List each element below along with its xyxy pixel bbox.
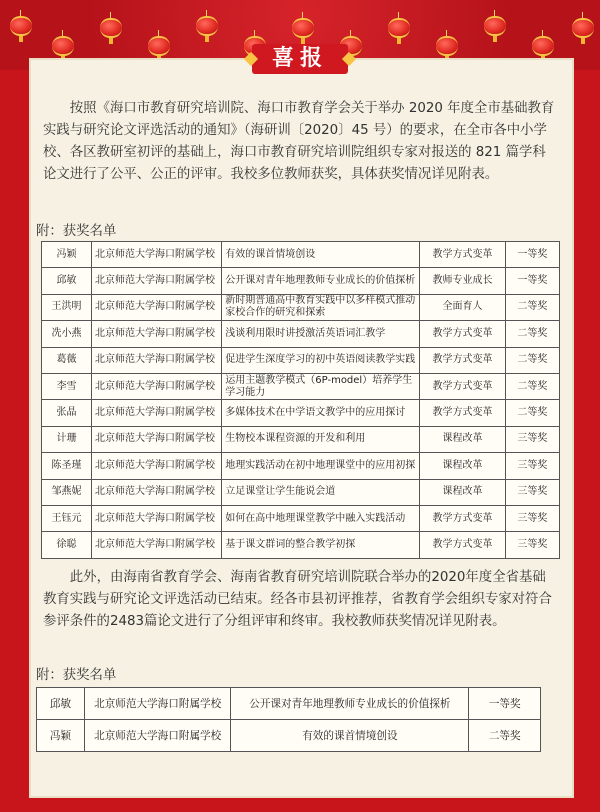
- table-cell: 北京师范大学海口附属学校: [92, 268, 222, 294]
- table-row: [42, 242, 560, 268]
- table-cell: 邱敏: [37, 688, 85, 720]
- table-row: [42, 532, 560, 558]
- table-cell: 教学方式变革: [420, 242, 505, 268]
- table-cell: 二等奖: [505, 294, 559, 320]
- table-row: [37, 720, 541, 752]
- table-cell: 三等奖: [505, 426, 559, 452]
- table-cell: 三等奖: [505, 505, 559, 531]
- table-cell: 如何在高中地理课堂教学中融入实践活动: [222, 505, 420, 531]
- table-row: [42, 505, 560, 531]
- table-cell: 北京师范大学海口附属学校: [92, 505, 222, 531]
- table-cell: 李雪: [42, 373, 92, 399]
- table-cell: 北京师范大学海口附属学校: [92, 400, 222, 426]
- table-cell: 立足课堂让学生能说会道: [222, 479, 420, 505]
- table-row: [42, 347, 560, 373]
- table-cell: 一等奖: [469, 688, 541, 720]
- table-row: [37, 688, 541, 720]
- table-cell: 王钰元: [42, 505, 92, 531]
- table-cell: 北京师范大学海口附属学校: [92, 479, 222, 505]
- table-cell: 有效的课首情境创设: [231, 720, 469, 752]
- provincial-paragraph: 此外，由海南省教育学会、海南省教育研究培训院联合举办的2020年度全省基础教育实践与研究论文评选活动已结束。经各市县初评推荐，省教育学会组织专家对符合参评条件的2483篇论文进行了分组评审和终审。我校教师获奖情况详见附表。: [43, 570, 552, 629]
- table-cell: 公开课对青年地理教师专业成长的价值探析: [222, 268, 420, 294]
- table-cell: 北京师范大学海口附属学校: [85, 688, 231, 720]
- table-cell: 葛薇: [42, 347, 92, 373]
- lantern-icon: [572, 18, 594, 44]
- table-cell: 生物校本课程资源的开发和利用: [222, 426, 420, 452]
- table-cell: 课程改革: [420, 426, 505, 452]
- red-frame-bottom: [0, 798, 600, 812]
- table-row: [42, 400, 560, 426]
- table-cell: 地理实践活动在初中地理课堂中的应用初探: [222, 453, 420, 479]
- table-cell: 三等奖: [505, 532, 559, 558]
- table-cell: 运用主题教学模式（6P-model）培养学生学习能力: [222, 373, 420, 399]
- table-row: [42, 294, 560, 320]
- table-row: [42, 268, 560, 294]
- table-cell: 二等奖: [469, 720, 541, 752]
- table-cell: 教学方式变革: [420, 321, 505, 347]
- table-cell: 张晶: [42, 400, 92, 426]
- table-cell: 冯颖: [42, 242, 92, 268]
- table-cell: 教学方式变革: [420, 532, 505, 558]
- table-cell: 北京师范大学海口附属学校: [92, 321, 222, 347]
- table-cell: 陈圣瑾: [42, 453, 92, 479]
- table-cell: 课程改革: [420, 479, 505, 505]
- table-cell: 北京师范大学海口附属学校: [85, 720, 231, 752]
- table-cell: 浅谈利用限时讲授激活英语词汇教学: [222, 321, 420, 347]
- table-cell: 三等奖: [505, 453, 559, 479]
- table-cell: 课程改革: [420, 453, 505, 479]
- intro-paragraph: 按照《海口市教育研究培训院、海口市教育学会关于举办 2020 年度全市基础教育实践与研究论文评选活动的通知》（海研训〔2020〕45 号）的要求，在全市各中小学校、各区教研室初评的基础上，海口市教育研究培训院组织专家对报送的 821 篇学科论文进行了公平、公正的评审。我校多位教师获奖，具体获奖情况详见附表。: [43, 101, 555, 182]
- lantern-icon: [388, 18, 410, 44]
- table-cell: 一等奖: [505, 268, 559, 294]
- award-table-city: [41, 241, 560, 559]
- table-cell: 教师专业成长: [420, 268, 505, 294]
- table-cell: 有效的课首情境创设: [222, 242, 420, 268]
- table-cell: 二等奖: [505, 347, 559, 373]
- table-cell: 一等奖: [505, 242, 559, 268]
- table-cell: 三等奖: [505, 479, 559, 505]
- table-row: [42, 321, 560, 347]
- table-cell: 二等奖: [505, 373, 559, 399]
- table-row: [42, 453, 560, 479]
- award-table-province: [36, 687, 541, 752]
- table-cell: 邱敏: [42, 268, 92, 294]
- table-cell: 邹燕妮: [42, 479, 92, 505]
- table-cell: 冼小燕: [42, 321, 92, 347]
- table-cell: 北京师范大学海口附属学校: [92, 373, 222, 399]
- table-cell: 冯颖: [37, 720, 85, 752]
- lantern-icon: [292, 18, 314, 44]
- appendix-label-1: 附：获奖名单: [36, 224, 117, 239]
- table-cell: 北京师范大学海口附属学校: [92, 426, 222, 452]
- table-cell: 基于课文群词的整合教学初探: [222, 532, 420, 558]
- table-cell: 北京师范大学海口附属学校: [92, 453, 222, 479]
- table-cell: 二等奖: [505, 400, 559, 426]
- lantern-icon: [100, 18, 122, 44]
- table-cell: 促进学生深度学习的初中英语阅读教学实践: [222, 347, 420, 373]
- table-cell: 多媒体技术在中学语文教学中的应用探讨: [222, 400, 420, 426]
- table-cell: 北京师范大学海口附属学校: [92, 294, 222, 320]
- lantern-icon: [10, 16, 32, 42]
- table-cell: 北京师范大学海口附属学校: [92, 242, 222, 268]
- table-cell: 教学方式变革: [420, 347, 505, 373]
- lantern-icon: [196, 16, 218, 42]
- table-row: [42, 373, 560, 399]
- table-cell: 计珊: [42, 426, 92, 452]
- table-cell: 徐聪: [42, 532, 92, 558]
- table-cell: 教学方式变革: [420, 373, 505, 399]
- table-cell: 教学方式变革: [420, 505, 505, 531]
- table-cell: 公开课对青年地理教师专业成长的价值探析: [231, 688, 469, 720]
- lantern-icon: [484, 16, 506, 42]
- table-cell: 北京师范大学海口附属学校: [92, 532, 222, 558]
- appendix-label-2: 附：获奖名单: [36, 668, 117, 683]
- table-cell: 全面育人: [420, 294, 505, 320]
- table-cell: 教学方式变革: [420, 400, 505, 426]
- table-row: [42, 426, 560, 452]
- page-title: 喜报: [252, 44, 348, 74]
- table-cell: 王洪明: [42, 294, 92, 320]
- table-row: [42, 479, 560, 505]
- table-cell: 北京师范大学海口附属学校: [92, 347, 222, 373]
- table-cell: 二等奖: [505, 321, 559, 347]
- table-cell: 新时期普通高中教育实践中以多样模式推动家校合作的研究和探索: [222, 294, 420, 320]
